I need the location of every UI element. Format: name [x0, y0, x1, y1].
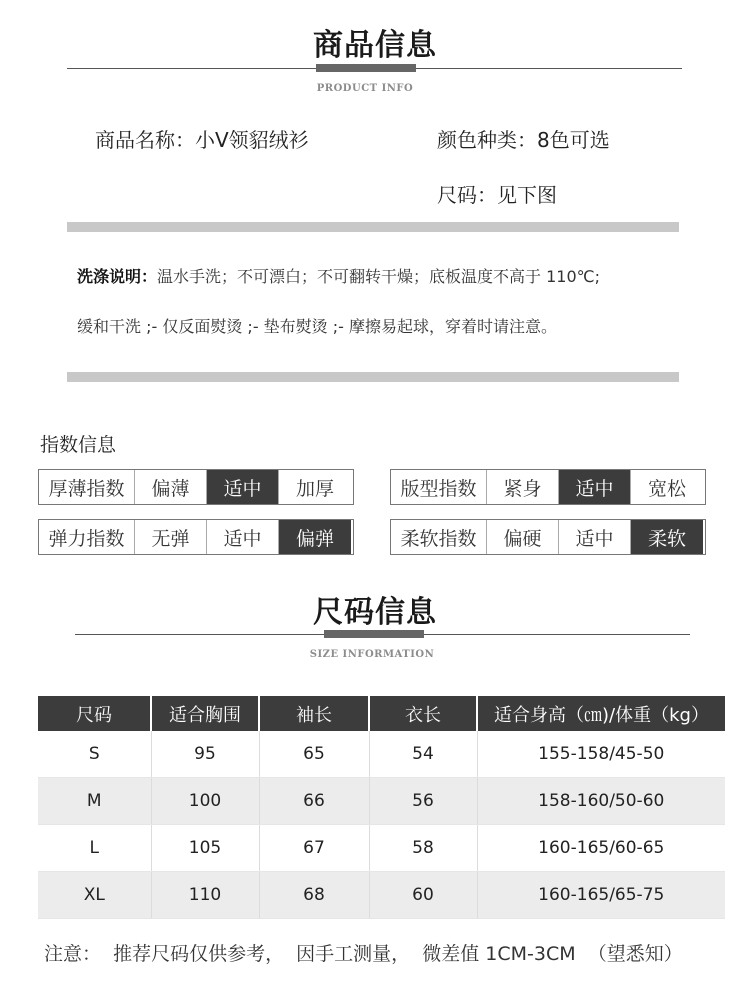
cell-size: XL	[38, 872, 151, 919]
size-table	[38, 696, 725, 919]
index-option: 加厚	[295, 477, 334, 500]
index-option-selected: 柔软	[631, 520, 703, 554]
table-row	[38, 731, 725, 778]
section-divider-bar	[67, 372, 679, 382]
title-divider-tab	[316, 64, 416, 72]
cell-length: 58	[369, 825, 477, 872]
cell-sleeve: 65	[259, 731, 369, 778]
size-note: 注意： 推荐尺码仅供参考， 因手工测量， 微差值 1CM-3CM （望悉知）	[44, 943, 683, 965]
cell-size: L	[38, 825, 151, 872]
table-row	[38, 825, 725, 872]
cell-sleeve: 66	[259, 778, 369, 825]
product-name-label: 商品名称：	[95, 128, 195, 152]
size-label: 尺码：	[437, 183, 497, 207]
cell-bust: 105	[151, 825, 259, 872]
washing-text-1: 温水手洗；不可漂白；不可翻转干燥；底板温度不高于 110℃;	[157, 267, 601, 286]
index-option-selected: 适中	[207, 470, 279, 504]
index-softness	[390, 519, 706, 555]
table-row	[38, 872, 725, 919]
cell-length: 54	[369, 731, 477, 778]
color-label: 颜色种类：	[437, 128, 537, 152]
product-name-value: 小V领貂绒衫	[195, 128, 309, 152]
washing-line-2: 缓和干洗 ;- 仅反面熨烫 ;- 垫布熨烫 ;- 摩擦易起球，穿着时请注意。	[77, 317, 558, 336]
cell-length: 56	[369, 778, 477, 825]
header-height-weight: 适合身高（㎝)/体重（kg）	[477, 696, 725, 731]
index-option: 适中	[207, 520, 279, 554]
index-option: 无弹	[135, 520, 207, 554]
cell-height-weight: 160-165/65-75	[477, 872, 725, 919]
size-row	[437, 179, 557, 208]
index-option: 适中	[559, 520, 631, 554]
index-option: 偏薄	[135, 470, 207, 504]
cell-height-weight: 155-158/45-50	[477, 731, 725, 778]
header-sleeve: 袖长	[259, 696, 369, 731]
table-row	[38, 778, 725, 825]
index-info-title: 指数信息	[40, 434, 117, 456]
product-info-subtitle: PRODUCT INFO	[316, 83, 414, 94]
index-label: 柔软指数	[391, 520, 487, 554]
washing-label: 洗涤说明：	[77, 267, 158, 286]
index-option-selected: 偏弹	[279, 520, 351, 554]
section-divider-bar	[67, 222, 679, 232]
cell-size: M	[38, 778, 151, 825]
size-info-title: 尺码信息	[313, 595, 437, 630]
washing-line-1	[77, 269, 600, 285]
cell-size: S	[38, 731, 151, 778]
index-thickness	[38, 469, 354, 505]
color-row	[437, 124, 610, 153]
index-label: 版型指数	[391, 470, 487, 504]
color-value: 8色可选	[537, 128, 610, 152]
cell-height-weight: 158-160/50-60	[477, 778, 725, 825]
index-option: 偏硬	[487, 520, 559, 554]
index-label: 弹力指数	[39, 520, 135, 554]
index-option-selected: 适中	[559, 470, 631, 504]
cell-bust: 100	[151, 778, 259, 825]
cell-bust: 110	[151, 872, 259, 919]
product-info-title: 商品信息	[313, 28, 437, 63]
index-option: 紧身	[487, 470, 559, 504]
index-fit	[390, 469, 706, 505]
cell-height-weight: 160-165/60-65	[477, 825, 725, 872]
index-option: 宽松	[647, 477, 686, 500]
product-name-row	[95, 124, 309, 153]
header-bust: 适合胸围	[151, 696, 259, 731]
size-table-header	[38, 696, 725, 731]
header-length: 衣长	[369, 696, 477, 731]
cell-sleeve: 68	[259, 872, 369, 919]
cell-sleeve: 67	[259, 825, 369, 872]
cell-bust: 95	[151, 731, 259, 778]
header-size: 尺码	[38, 696, 151, 731]
index-elasticity	[38, 519, 354, 555]
size-info-subtitle: SIZE INFORMATION	[309, 649, 435, 660]
cell-length: 60	[369, 872, 477, 919]
size-value: 见下图	[497, 183, 557, 207]
title-divider-tab	[324, 630, 424, 638]
index-label: 厚薄指数	[39, 470, 135, 504]
